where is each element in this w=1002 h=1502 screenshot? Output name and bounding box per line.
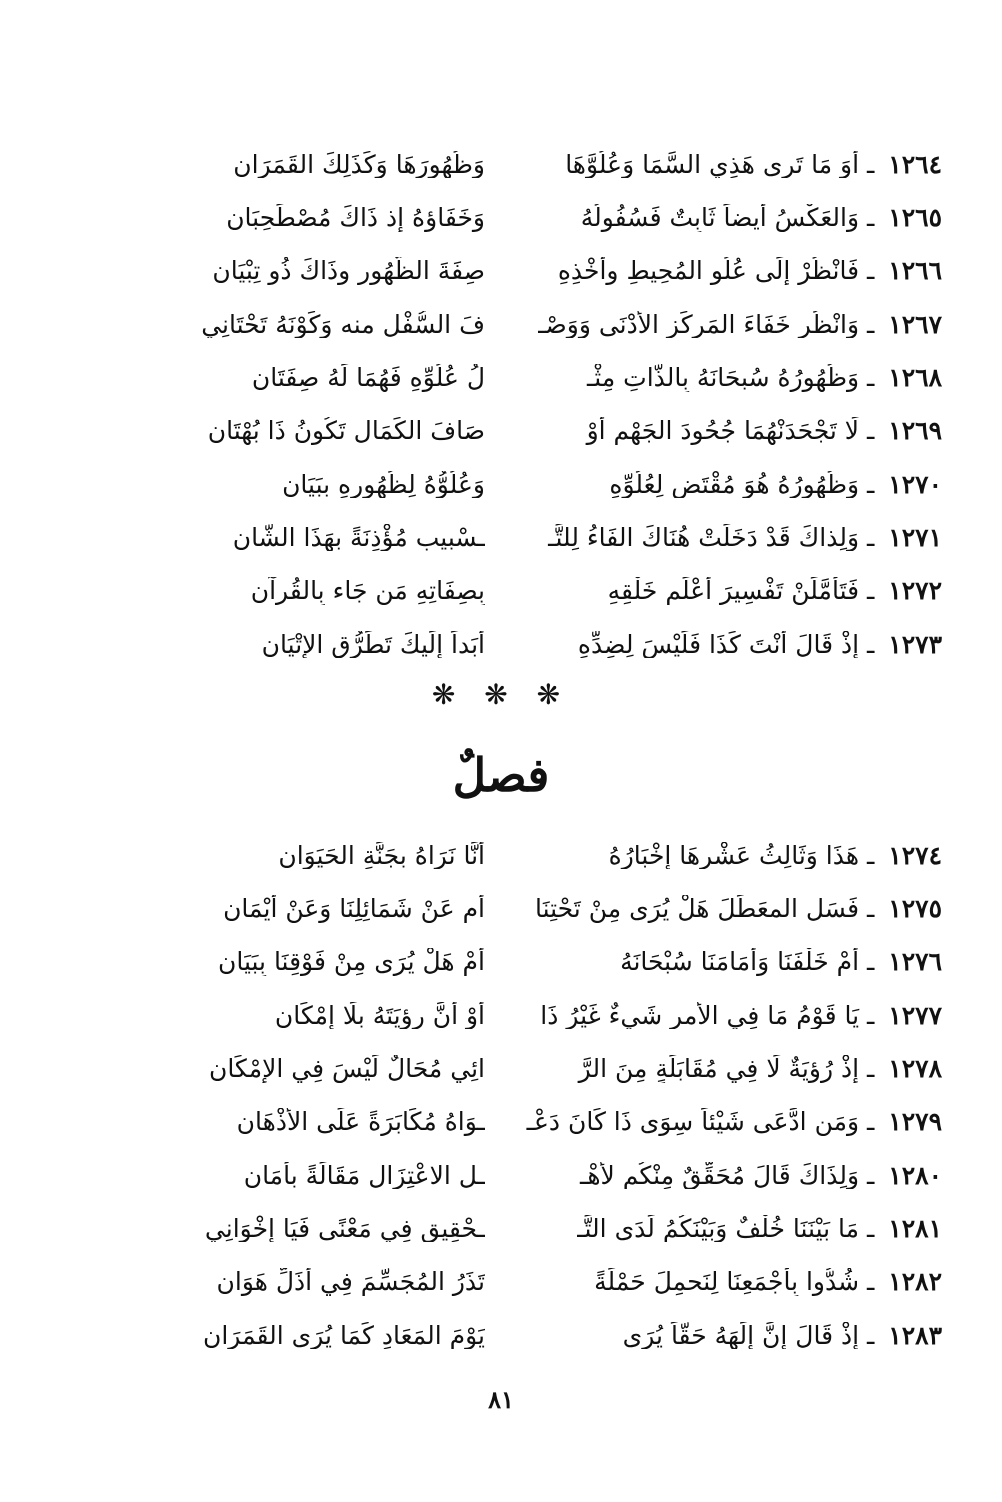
verse-first-text: إِذْ قَالَ إِنَّ إِلَهَهُ حَقّاً يُرَى xyxy=(622,1321,860,1350)
verse-row xyxy=(60,245,942,298)
verse-first-text: وَانْظُر خَفَاءَ المَركَزِ الأَدْنَى وَوَصْـ xyxy=(538,310,860,339)
verse-second-hemistich: ائِي مُحَالٌ لَيْسَ فِي الإِمْكَانِ xyxy=(208,1055,485,1083)
verse-row xyxy=(60,1149,942,1202)
verse-first-text: فَتَأَمَّلَنْ تَفْسِيرَ أَعْلَم خَلْقِهِ xyxy=(607,577,860,605)
verse-second-hemistich: ـلِ الاعْتِزَالِ مَقَالَةً بِأَمَانِ xyxy=(243,1161,485,1190)
verse-second-hemistich: ـسْبِيبِ مُؤْذِنَةً بِهَذَا الشَّانِ xyxy=(232,523,485,552)
verse-first-hemistich: ١٢٧١ ـ وَلِذاكَ قَدْ دَخَلَتْ هُنَاكَ الفَاءُ لِلتَّـ xyxy=(548,523,942,552)
verse-first-hemistich: ١٢٧٧ ـ يَا قَوْمُ مَا فِي الأَمرِ شَيءٌ غَيْرُ ذَا xyxy=(540,1001,942,1030)
verse-first-hemistich: ١٢٨٣ ـ إِذْ قَالَ إِنَّ إِلَهَهُ حَقّاً يُرَى xyxy=(622,1321,942,1350)
verse-first-hemistich: ١٢٦٤ ـ أَوَ مَا تَرى هَذِي السَّمَا وَعُلُوَّهَا xyxy=(565,150,942,179)
verse-number: ١٢٦٨ xyxy=(888,364,942,392)
verse-first-text: يَا قَوْمُ مَا فِي الأَمرِ شَيءٌ غَيْرُ ذَا xyxy=(540,1001,860,1030)
verse-first-text: شُدُّوا بِأَجْمَعِنَا لِنَحمِلَ حَمْلَةً xyxy=(594,1268,860,1296)
verse-row xyxy=(60,458,942,511)
verse-first-hemistich: ١٢٧٦ ـ أَمْ خَلْفَنَا وَأَمَامَنَا سُبْحَانَهُ xyxy=(620,948,942,976)
verse-first-text: فَسَلِ المعَطِّلَ هَلْ يُرَى مِنْ تَحْتِنَا xyxy=(534,895,860,923)
verse-second-hemistich: وَعُلُوُّهُ لِظُهُورِهِ بِبَيَانِ xyxy=(282,470,485,499)
verse-row xyxy=(60,618,942,671)
verse-first-hemistich: ١٢٦٦ ـ فَانْظُرْ إِلَى عُلُوِ المُحِيطِ وأَخْذِهِ xyxy=(557,257,942,285)
verses-bottom-block xyxy=(60,829,942,1362)
verse-second-hemistich: لُ عُلُوِّهِ فَهُمَا لَهُ صِفَتَانِ xyxy=(251,364,485,392)
verse-number: ١٢٨٢ xyxy=(888,1268,942,1296)
verse-first-text: وَلِذَاكَ قَالَ مُحَقِّقٌ مِنْكُم لأَهْـ xyxy=(580,1161,860,1190)
verse-first-text: وَمَنِ ادَّعَى شَيْئاً سِوَى ذَا كَانَ دَعْـ xyxy=(526,1108,860,1136)
verse-row xyxy=(60,404,942,457)
verse-second-hemistich: صَافَ الكَمَالِ تَكُونُ ذَا بُهْتَانِ xyxy=(207,417,485,445)
verse-row xyxy=(60,936,942,989)
verse-first-hemistich: ١٢٨٠ ـ وَلِذَاكَ قَالَ مُحَقِّقٌ مِنْكُم لأَهْـ xyxy=(580,1161,942,1190)
section-heading: فصلٌ xyxy=(452,748,550,802)
verse-number: ١٢٧٨ xyxy=(888,1055,942,1083)
verse-first-hemistich: ١٢٧٥ ـ فَسَلِ المعَطِّلَ هَلْ يُرَى مِنْ تَحْتِنَا xyxy=(534,895,942,923)
verse-first-hemistich: ١٢٧٠ ـ وَظُهُورُهُ هُوَ مُقْتَضٍ لِعُلُوِّهِ xyxy=(609,470,942,499)
verse-first-hemistich: ١٢٨١ ـ مَا بَيْنَنَا خُلْفٌ وَبَيْنَكُمُ لَدَى التَّـ xyxy=(577,1214,942,1243)
verse-first-text: إِذْ رُؤيَةٌ لَا فِي مُقَابَلَةٍ مِنَ الرَّ xyxy=(578,1055,860,1083)
verse-row xyxy=(60,138,942,191)
verse-number: ١٢٧٥ xyxy=(888,895,942,923)
verse-first-text: وَظُهُورُهُ سُبحَانَهُ بِالذَّاتِ مِثْـ xyxy=(586,364,860,392)
section-separator-ornament: ❋ ❋ ❋ xyxy=(431,678,571,711)
verse-row xyxy=(60,829,942,882)
verse-first-hemistich: ١٢٨٢ ـ شُدُّوا بِأَجْمَعِنَا لِنَحمِلَ حَمْلَةً xyxy=(594,1268,942,1296)
verse-row xyxy=(60,351,942,404)
verse-first-hemistich: ١٢٧٣ ـ إذْ قَالَ أَنْتَ كَذَا فَلَيْسَ لِضِدِّهِ xyxy=(577,630,942,659)
verse-first-text: فَانْظُرْ إِلَى عُلُوِ المُحِيطِ وأَخْذِهِ xyxy=(557,257,860,285)
verse-number: ١٢٨١ xyxy=(888,1214,942,1243)
verse-row xyxy=(60,882,942,935)
verse-number: ١٢٧٦ xyxy=(888,948,942,976)
verse-first-hemistich: ١٢٦٨ ـ وَظُهُورُهُ سُبحَانَهُ بِالذَّاتِ مِثْـ xyxy=(586,364,942,392)
verse-number: ١٢٨٣ xyxy=(888,1321,942,1350)
verse-second-hemistich: أَم عَنْ شَمَائِلِنَا وَعَنْ أَيْمَانِ xyxy=(223,895,485,923)
verse-first-hemistich: ١٢٦٩ ـ لَا تَجْحَدَنْهُمَا جُحُودَ الجَهْم أَوْ xyxy=(586,417,942,445)
verse-second-hemistich: تَذَرُ المُجَسِّمَ فِي أَذَلِّ هَوَانِ xyxy=(216,1268,485,1296)
verse-number: ١٢٨٠ xyxy=(888,1161,942,1190)
verse-second-hemistich: ـوَاهُ مُكَابَرَةً عَلَى الأَذْهَانِ xyxy=(236,1108,485,1136)
verse-second-hemistich: يَوْمَ المَعَادِ كَمَا يُرَى القَمَرَانِ xyxy=(202,1321,485,1350)
verse-first-hemistich: ١٢٧٩ ـ وَمَنِ ادَّعَى شَيْئاً سِوَى ذَا كَانَ دَعْـ xyxy=(526,1108,942,1136)
verse-number: ١٢٧٣ xyxy=(888,630,942,659)
verse-first-hemistich: ١٢٦٥ ـ وَالعَكْسُ أَيضاً ثَابِتٌ فَسُفُولُهُ xyxy=(580,204,942,232)
verse-number: ١٢٧٧ xyxy=(888,1001,942,1030)
verse-second-hemistich: أَمْ هَلْ يُرَى مِنْ فَوْقِنَا بِبَيَانِ xyxy=(217,948,485,976)
verse-first-hemistich: ١٢٧٤ ـ هَذَا وَثَالِثُ عَشْرِهَا إِخْبَارُهُ xyxy=(608,841,942,870)
verse-number: ١٢٦٧ xyxy=(888,310,942,339)
verse-row xyxy=(60,298,942,351)
verse-second-hemistich: فَ السُّفْلِ منه وَكَوْنَهُ تَحْتَانِي xyxy=(201,310,485,339)
verse-first-text: مَا بَيْنَنَا خُلْفٌ وَبَيْنَكُمُ لَدَى التَّـ xyxy=(577,1214,860,1243)
verse-number: ١٢٦٩ xyxy=(888,417,942,445)
verse-row xyxy=(60,564,942,617)
verse-first-text: وَلِذاكَ قَدْ دَخَلَتْ هُنَاكَ الفَاءُ لِلتَّـ xyxy=(548,523,860,552)
verse-number: ١٢٧٢ xyxy=(888,577,942,605)
verse-second-hemistich: ـحْقِيقِ فِي مَعْنًى فَيَا إِخْوَانِي xyxy=(204,1214,485,1243)
verse-row xyxy=(60,989,942,1042)
verse-second-hemistich: صِفَةَ الظُّهُورِ وذَاكَ ذُو تِبْيَانِ xyxy=(212,257,485,285)
page-number: ٨١ xyxy=(488,1385,514,1414)
verse-second-hemistich: وَخَفَاؤهُ إذ ذَاكَ مُصْطَحِبَانِ xyxy=(226,204,485,232)
verse-row xyxy=(60,511,942,564)
verse-row xyxy=(60,1255,942,1308)
verse-row xyxy=(60,1202,942,1255)
verse-first-text: أَوَ مَا تَرى هَذِي السَّمَا وَعُلُوَّهَا xyxy=(565,150,860,179)
verse-second-hemistich: وَظُهُورَهَا وَكَذَلِكَ القَمَرَانِ xyxy=(233,150,485,179)
verse-first-hemistich: ١٢٧٢ ـ فَتَأَمَّلَنْ تَفْسِيرَ أَعْلَم خَلْقِهِ xyxy=(607,577,942,605)
verse-second-hemistich: أَنَّا نَرَاهُ بِجَنَّةِ الحَيَوَانِ xyxy=(278,841,485,870)
verse-first-text: إذْ قَالَ أَنْتَ كَذَا فَلَيْسَ لِضِدِّهِ xyxy=(577,630,860,659)
verse-number: ١٢٦٥ xyxy=(888,204,942,232)
verse-row xyxy=(60,1042,942,1095)
verse-first-text: لَا تَجْحَدَنْهُمَا جُحُودَ الجَهْم أَوْ xyxy=(586,417,860,445)
verse-first-text: وَظُهُورُهُ هُوَ مُقْتَضٍ لِعُلُوِّهِ xyxy=(609,470,860,499)
verse-row xyxy=(60,1309,942,1362)
verse-second-hemistich: بِصِفَاتِهِ مَن جَاء بِالقُرآنِ xyxy=(250,577,485,605)
verses-top-block xyxy=(60,138,942,671)
verse-second-hemistich: أَبَداً إِلَيكَ تَطَرُّق الإِتْيَانِ xyxy=(261,630,485,659)
verse-first-hemistich: ١٢٧٨ ـ إِذْ رُؤيَةٌ لَا فِي مُقَابَلَةٍ مِنَ الرَّ xyxy=(578,1055,942,1083)
verse-row xyxy=(60,1095,942,1148)
verse-number: ١٢٧١ xyxy=(888,523,942,552)
verse-number: ١٢٦٦ xyxy=(888,257,942,285)
verse-first-hemistich: ١٢٦٧ ـ وَانْظُر خَفَاءَ المَركَزِ الأَدْنَى وَوَصْـ xyxy=(538,310,942,339)
verse-first-text: أَمْ خَلْفَنَا وَأَمَامَنَا سُبْحَانَهُ xyxy=(620,948,860,976)
verse-first-text: وَالعَكْسُ أَيضاً ثَابِتٌ فَسُفُولُهُ xyxy=(580,204,860,232)
verse-number: ١٢٧٩ xyxy=(888,1108,942,1136)
verse-first-text: هَذَا وَثَالِثُ عَشْرِهَا إِخْبَارُهُ xyxy=(608,841,860,870)
verse-number: ١٢٦٤ xyxy=(888,150,942,179)
verse-number: ١٢٧٤ xyxy=(888,841,942,870)
verse-row xyxy=(60,191,942,244)
verse-second-hemistich: أَوْ أَنَّ رؤيَتَهُ بِلَا إِمْكَانِ xyxy=(274,1001,485,1030)
verse-number: ١٢٧٠ xyxy=(888,470,942,499)
